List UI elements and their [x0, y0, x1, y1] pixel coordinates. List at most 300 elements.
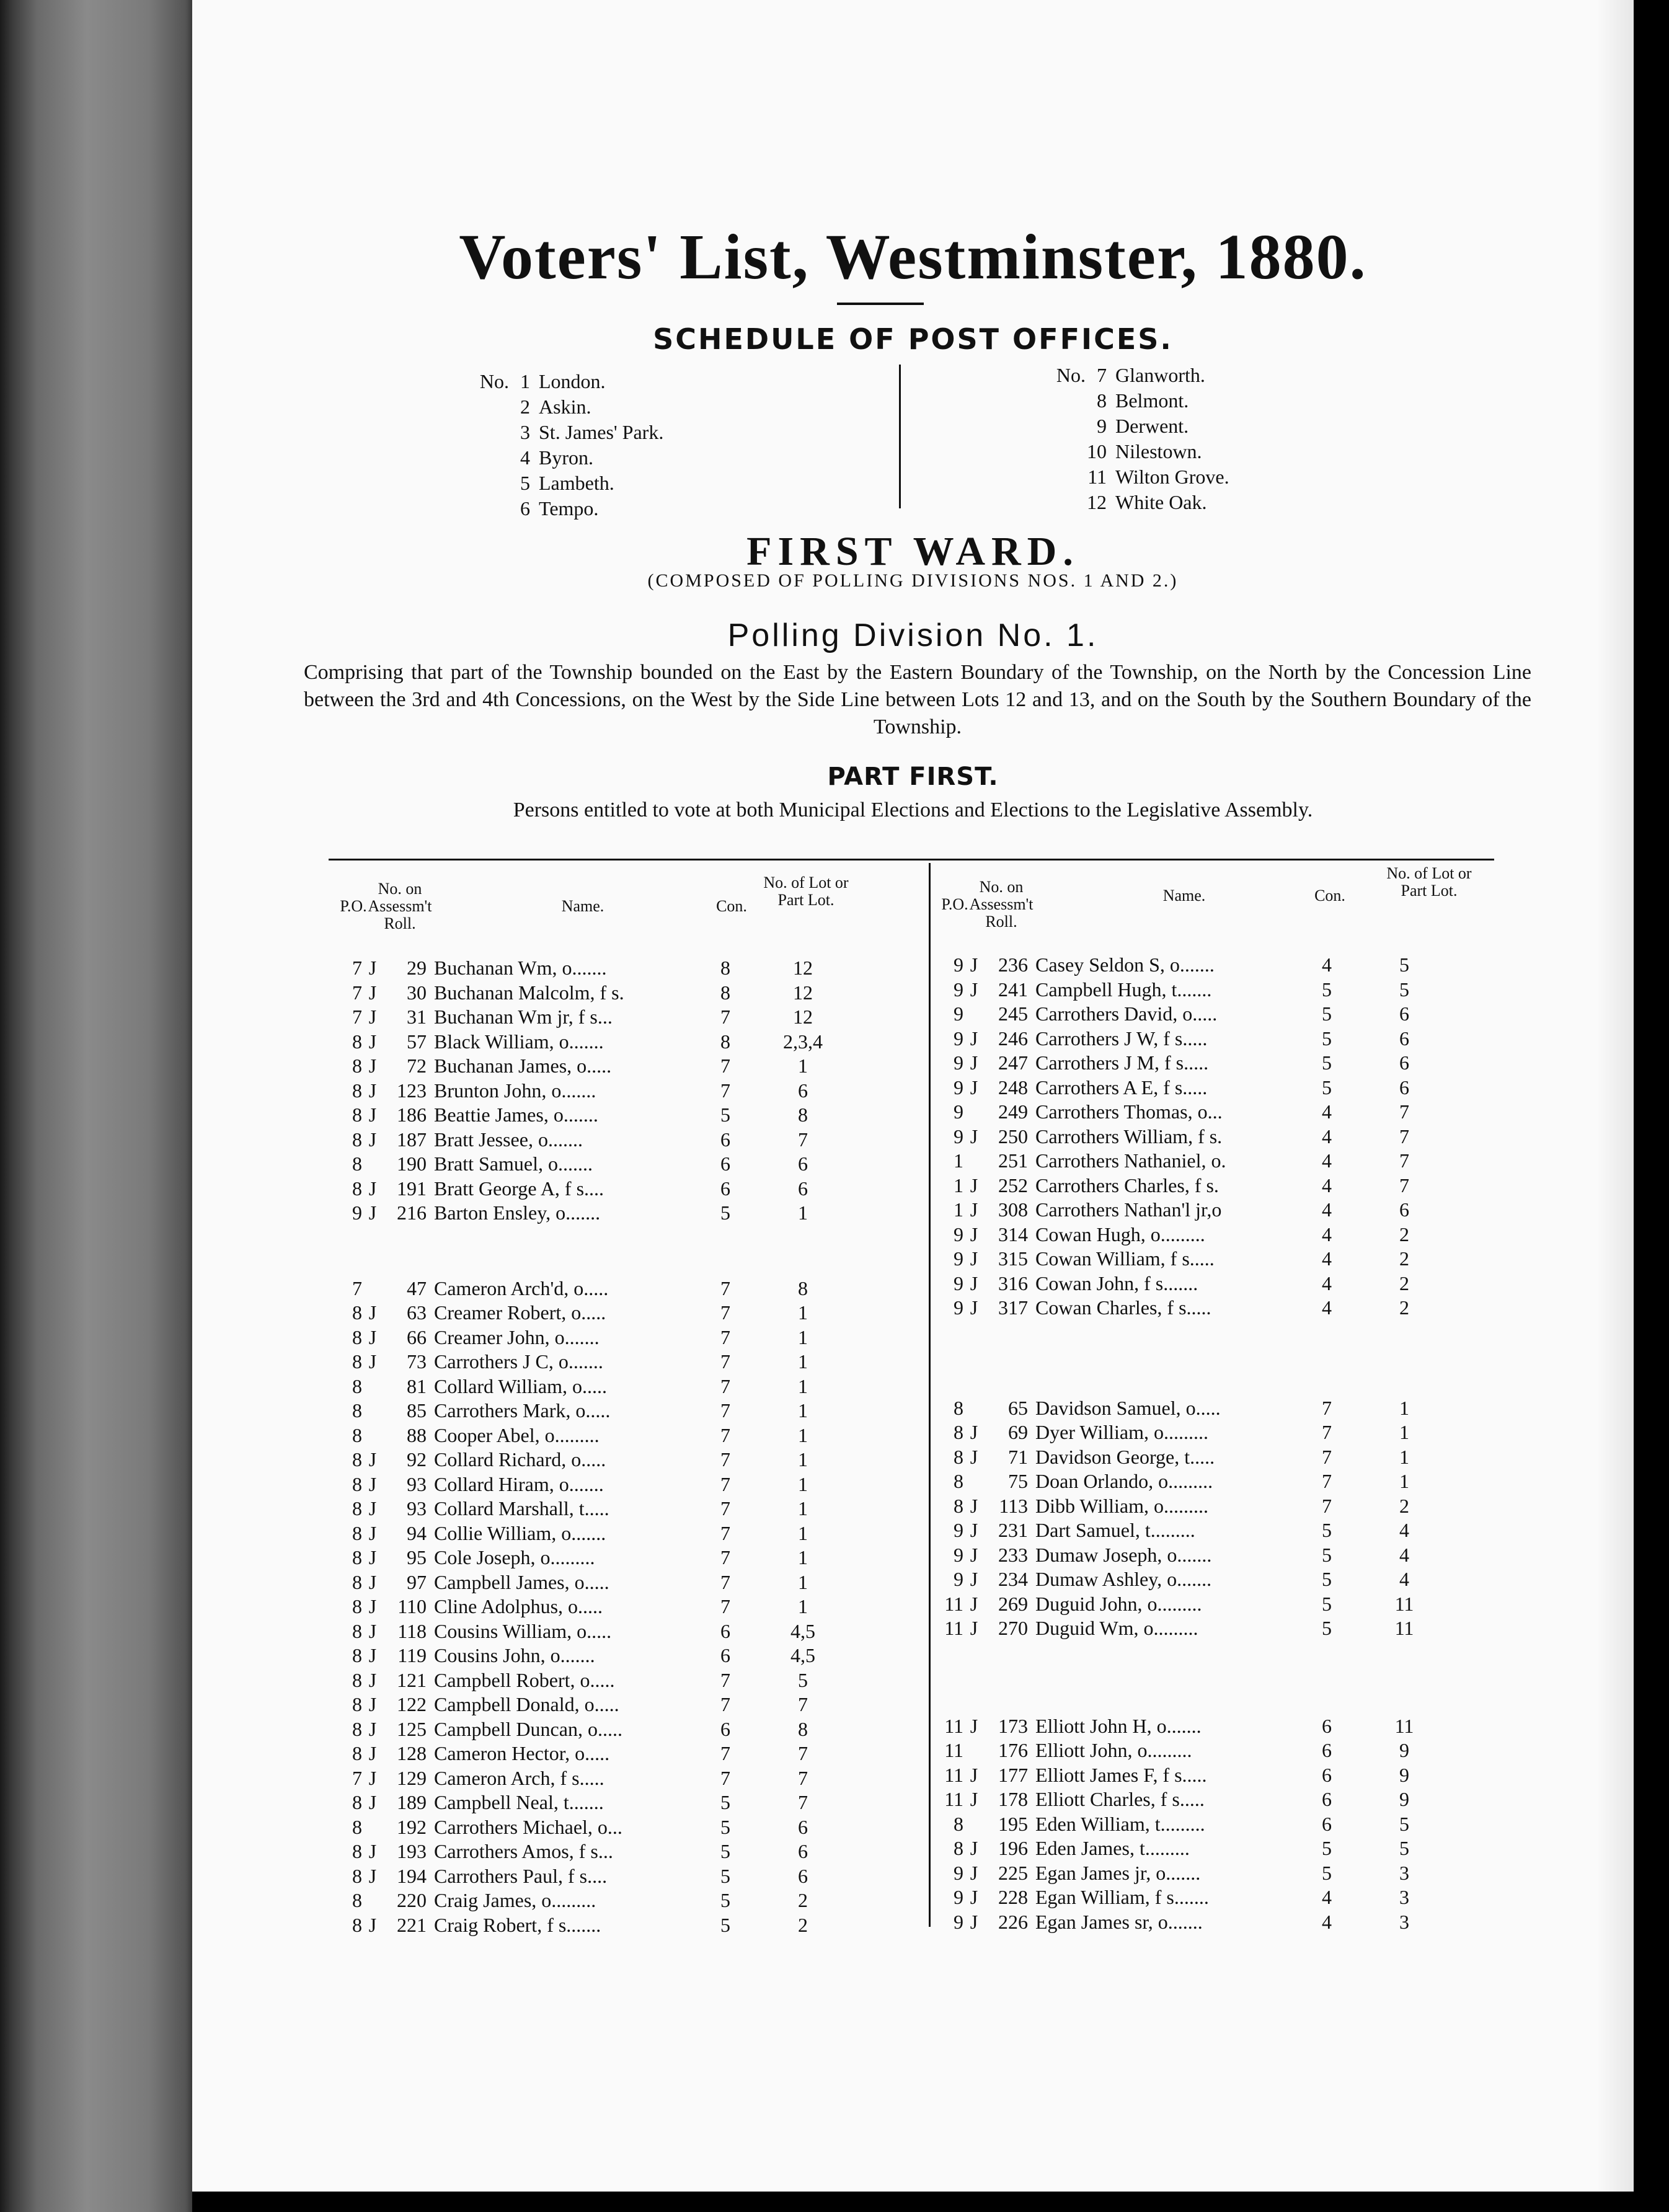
post-office-cell: 8 [352, 1595, 362, 1617]
voter-row [936, 1296, 1482, 1321]
voter-name-cell: Cowan Hugh, o......... [1035, 1223, 1205, 1245]
post-office-cell: 8 [352, 1742, 362, 1764]
voter-row [936, 978, 1482, 1002]
post-office-num-value: 9 [1097, 415, 1107, 437]
concession-cell: 5 [1322, 978, 1332, 1001]
ward-subtitle: (COMPOSED OF POLLING DIVISIONS NOS. 1 AND 2.) [647, 570, 1179, 591]
voter-name-cell: Cameron Arch'd, o..... [434, 1276, 609, 1299]
header-name: Name. [1162, 887, 1206, 905]
voter-row [936, 1051, 1482, 1076]
group-gap [936, 1641, 1482, 1714]
polling-division-title: Polling Division No. 1. [727, 617, 1099, 653]
voter-row [936, 1149, 1482, 1174]
concession-cell: 6 [1322, 1812, 1332, 1835]
post-office-cell: 8 [352, 1619, 362, 1642]
voter-name-cell: Carrothers J C, o....... [434, 1350, 603, 1373]
lot-cell: 1 [798, 1472, 808, 1495]
post-office-cell: 8 [954, 1837, 963, 1859]
voter-row [936, 1027, 1482, 1051]
juror-cell: J [368, 1301, 377, 1324]
header-roll: No. on Assessm't Roll. [368, 880, 432, 932]
lot-cell: 1 [798, 1325, 808, 1348]
juror-cell: J [368, 1448, 377, 1471]
roll-number-cell: 69 [1008, 1421, 1028, 1443]
post-office-cell: 1 [954, 1174, 963, 1197]
juror-cell: J [368, 1079, 377, 1102]
voter-row [335, 1177, 880, 1201]
juror-cell: J [368, 1644, 377, 1666]
post-office-cell: 7 [352, 1006, 362, 1028]
roll-number-cell: 250 [998, 1125, 1028, 1148]
concession-cell: 5 [720, 1815, 730, 1838]
voter-name-cell: Cowan John, f s....... [1035, 1272, 1198, 1294]
roll-number-cell: 191 [397, 1177, 427, 1200]
post-office-name: Lambeth. [539, 472, 614, 494]
roll-number-cell: 93 [407, 1497, 427, 1520]
roll-number-cell: 308 [998, 1198, 1028, 1221]
roll-number-cell: 317 [998, 1296, 1028, 1319]
concession-cell: 5 [1322, 1027, 1332, 1050]
post-office-item [1045, 388, 1229, 414]
post-office-cell: 9 [954, 1272, 963, 1294]
post-office-cell: 8 [352, 1717, 362, 1740]
lot-cell: 6 [1399, 1002, 1409, 1025]
voter-row [335, 1399, 880, 1423]
post-office-name: Wilton Grove. [1115, 466, 1229, 488]
lot-cell: 1 [798, 1570, 808, 1593]
roll-number-cell: 97 [407, 1570, 427, 1593]
lot-cell: 1 [798, 1055, 808, 1077]
voter-name-cell: Carrothers Thomas, o... [1035, 1100, 1223, 1123]
lot-cell: 1 [798, 1521, 808, 1544]
post-office-name: Glanworth. [1115, 364, 1205, 386]
lot-cell: 1 [1399, 1445, 1409, 1468]
roll-number-cell: 228 [998, 1886, 1028, 1908]
post-office-number [468, 471, 539, 496]
concession-cell: 5 [1322, 1861, 1332, 1884]
roll-number-cell: 249 [998, 1100, 1028, 1123]
lot-cell: 1 [798, 1301, 808, 1324]
voter-name-cell: Carrothers J W, f s..... [1035, 1027, 1208, 1050]
juror-cell: J [368, 1472, 377, 1495]
concession-cell: 7 [1322, 1494, 1332, 1517]
lot-cell: 6 [1399, 1076, 1409, 1099]
roll-number-cell: 88 [407, 1423, 427, 1446]
post-office-number [1045, 464, 1115, 490]
voter-name-cell: Cooper Abel, o......... [434, 1423, 600, 1446]
voter-row [936, 953, 1482, 978]
juror-cell: J [970, 953, 978, 976]
lot-cell: 7 [1399, 1125, 1409, 1148]
voter-row [335, 1030, 880, 1055]
voter-column-left [335, 868, 880, 1937]
juror-cell: J [970, 1568, 978, 1590]
voter-row [335, 1472, 880, 1497]
post-office-cell: 8 [352, 1570, 362, 1593]
voter-row [936, 1198, 1482, 1223]
lot-cell: 6 [798, 1815, 808, 1838]
post-office-cell: 7 [352, 981, 362, 1004]
post-office-cell: 11 [944, 1617, 963, 1639]
roll-number-cell: 233 [998, 1543, 1028, 1566]
juror-cell: J [970, 1125, 978, 1148]
roll-number-cell: 73 [407, 1350, 427, 1373]
roll-number-cell: 177 [998, 1763, 1028, 1786]
voter-name-cell: Elliott Charles, f s..... [1035, 1788, 1205, 1810]
voter-row [335, 1374, 880, 1399]
juror-cell: J [368, 1766, 377, 1789]
post-office-cell: 8 [352, 1030, 362, 1053]
voter-name-cell: Carrothers David, o..... [1035, 1002, 1218, 1025]
voter-row [936, 1272, 1482, 1296]
juror-cell [362, 1399, 383, 1423]
voter-name-cell: Collard Richard, o..... [434, 1448, 606, 1471]
lot-cell: 12 [793, 1006, 813, 1028]
header-lot: No. of Lot or Part Lot. [1386, 864, 1472, 900]
concession-cell: 5 [720, 1864, 730, 1887]
lot-cell: 6 [1399, 1051, 1409, 1074]
post-office-cell: 8 [352, 1374, 362, 1397]
post-office-cell: 8 [352, 1423, 362, 1446]
lot-cell: 8 [798, 1276, 808, 1299]
post-office-item [468, 471, 663, 496]
lot-cell: 11 [1394, 1592, 1414, 1615]
juror-cell: J [970, 1714, 978, 1737]
concession-cell: 7 [720, 1570, 730, 1593]
post-office-cell: 8 [352, 1546, 362, 1568]
lot-cell: 6 [798, 1864, 808, 1887]
post-office-cell: 8 [352, 1350, 362, 1373]
roll-number-cell: 173 [998, 1714, 1028, 1737]
lot-cell: 2 [1399, 1296, 1409, 1319]
voter-name-cell: Campbell Hugh, t....... [1035, 978, 1212, 1001]
roll-number-cell: 118 [397, 1619, 427, 1642]
voter-name-cell: Beattie James, o....... [434, 1104, 598, 1126]
post-office-cell: 9 [352, 1201, 362, 1224]
voter-row [335, 956, 880, 981]
voter-row [936, 1518, 1482, 1543]
roll-number-cell: 189 [397, 1791, 427, 1813]
voter-name-cell: Cousins John, o....... [434, 1644, 595, 1666]
juror-cell: J [368, 1742, 377, 1764]
post-office-cell: 8 [954, 1470, 963, 1492]
voter-name-cell: Buchanan Malcolm, f s. [434, 981, 624, 1004]
voter-row [335, 1325, 880, 1350]
roll-number-cell: 186 [397, 1104, 427, 1126]
lot-cell: 4 [1399, 1568, 1409, 1590]
juror-cell: J [970, 1494, 978, 1517]
voter-row [936, 1592, 1482, 1617]
voter-row [335, 1619, 880, 1644]
concession-cell: 8 [720, 957, 730, 979]
roll-number-cell: 176 [998, 1739, 1028, 1761]
voter-name-cell: Buchanan Wm, o....... [434, 957, 607, 979]
juror-cell: J [970, 1519, 978, 1541]
post-office-number [468, 394, 539, 420]
voter-row [936, 1100, 1482, 1125]
post-office-name: Nilestown. [1115, 440, 1202, 462]
voter-row [936, 1445, 1482, 1470]
roll-number-cell: 316 [998, 1272, 1028, 1294]
lot-cell: 5 [1399, 1837, 1409, 1859]
lot-cell: 1 [1399, 1421, 1409, 1443]
post-office-name: Belmont. [1115, 389, 1189, 412]
lot-cell: 8 [798, 1717, 808, 1740]
group-gap [335, 1226, 880, 1276]
roll-number-cell: 66 [407, 1325, 427, 1348]
roll-number-cell: 110 [397, 1595, 427, 1617]
concession-cell: 7 [720, 1325, 730, 1348]
post-office-cell: 7 [352, 1766, 362, 1789]
post-office-item [1045, 414, 1229, 439]
post-office-cell: 8 [352, 1128, 362, 1151]
voter-name-cell: Dumaw Ashley, o....... [1035, 1568, 1212, 1590]
roll-number-cell: 231 [998, 1519, 1028, 1541]
post-office-list-right [1045, 363, 1229, 515]
voter-row [936, 1076, 1482, 1100]
voter-row [335, 1692, 880, 1717]
voter-row [936, 1738, 1482, 1763]
juror-cell: J [368, 1177, 377, 1200]
concession-cell: 6 [720, 1644, 730, 1666]
roll-number-cell: 246 [998, 1027, 1028, 1050]
voter-name-cell: Egan William, f s....... [1035, 1886, 1209, 1908]
lot-cell: 8 [798, 1104, 808, 1126]
lot-cell: 9 [1399, 1788, 1409, 1810]
juror-cell [963, 1812, 985, 1837]
post-office-item [1045, 490, 1229, 515]
voter-name-cell: Duguid Wm, o......... [1035, 1617, 1198, 1639]
lot-cell: 6 [1399, 1198, 1409, 1221]
roll-number-cell: 178 [998, 1788, 1028, 1810]
post-office-cell: 7 [352, 1276, 362, 1299]
header-po: P.O. [340, 897, 367, 915]
voter-row [335, 981, 880, 1006]
concession-cell: 6 [720, 1717, 730, 1740]
page-title: Voters' List, Westminster, 1880. [459, 221, 1367, 293]
voter-row [335, 1521, 880, 1546]
lot-cell: 1 [798, 1423, 808, 1446]
post-office-cell: 8 [352, 1668, 362, 1691]
juror-cell: J [368, 1693, 377, 1715]
lot-cell: 4,5 [790, 1619, 815, 1642]
concession-cell: 7 [720, 1742, 730, 1764]
post-office-name: Derwent. [1115, 415, 1189, 437]
lot-cell: 3 [1399, 1910, 1409, 1933]
roll-number-cell: 121 [397, 1668, 427, 1691]
juror-cell: J [368, 1840, 377, 1862]
lot-cell: 6 [798, 1840, 808, 1862]
post-office-num-value: 2 [520, 396, 530, 418]
roll-number-cell: 196 [998, 1837, 1028, 1859]
lot-cell: 6 [798, 1079, 808, 1102]
roll-number-cell: 128 [397, 1742, 427, 1764]
lot-cell: 1 [798, 1546, 808, 1568]
lot-cell: 5 [1399, 953, 1409, 976]
post-office-cell: 9 [954, 1223, 963, 1245]
post-office-cell: 8 [352, 1889, 362, 1911]
post-office-cell: 8 [352, 1472, 362, 1495]
concession-cell: 7 [720, 1374, 730, 1397]
post-office-cell: 8 [954, 1445, 963, 1468]
voter-name-cell: Cole Joseph, o......... [434, 1546, 595, 1568]
voter-name-cell: Campbell Robert, o..... [434, 1668, 615, 1691]
roll-number-cell: 251 [998, 1149, 1028, 1172]
voter-row [335, 1448, 880, 1472]
voter-name-cell: Craig Robert, f s....... [434, 1913, 601, 1936]
voter-name-cell: Collard Marshall, t..... [434, 1497, 609, 1520]
roll-number-cell: 47 [407, 1276, 427, 1299]
post-office-number [1045, 439, 1115, 464]
juror-cell: J [368, 1521, 377, 1544]
concession-cell: 5 [1322, 1519, 1332, 1541]
voter-row [335, 1301, 880, 1325]
lot-cell: 5 [1399, 978, 1409, 1001]
post-office-cell: 1 [954, 1198, 963, 1221]
voter-name-cell: Carrothers J M, f s..... [1035, 1051, 1209, 1074]
post-office-num-value: 4 [520, 446, 530, 469]
juror-cell: J [970, 1910, 978, 1933]
juror-cell [963, 1738, 985, 1763]
juror-cell: J [970, 1027, 978, 1050]
concession-cell: 5 [720, 1791, 730, 1813]
lot-cell: 1 [798, 1595, 808, 1617]
juror-cell [362, 1423, 383, 1448]
voter-name-cell: Elliott John, o......... [1035, 1739, 1192, 1761]
lot-cell: 1 [798, 1399, 808, 1422]
concession-cell: 4 [1322, 1149, 1332, 1172]
lot-cell: 1 [798, 1448, 808, 1471]
roll-number-cell: 236 [998, 953, 1028, 976]
post-office-cell: 9 [954, 978, 963, 1001]
lot-cell: 9 [1399, 1739, 1409, 1761]
post-office-cell: 8 [352, 1693, 362, 1715]
concession-cell: 5 [720, 1913, 730, 1936]
juror-cell: J [970, 1051, 978, 1074]
post-office-cell: 9 [954, 1002, 963, 1025]
juror-cell: J [970, 1763, 978, 1786]
post-office-cell: 11 [944, 1592, 963, 1615]
voter-name-cell: Carrothers A E, f s..... [1035, 1076, 1208, 1099]
juror-cell: J [970, 1076, 978, 1099]
concession-cell: 5 [720, 1840, 730, 1862]
juror-cell: J [368, 1913, 377, 1936]
juror-cell: J [970, 1788, 978, 1810]
post-office-cell: 8 [954, 1396, 963, 1419]
voter-name-cell: Craig James, o......... [434, 1889, 596, 1911]
lot-cell: 2 [1399, 1272, 1409, 1294]
roll-number-cell: 65 [1008, 1396, 1028, 1419]
lot-cell: 1 [1399, 1396, 1409, 1419]
post-office-item [1045, 363, 1229, 388]
roll-number-cell: 92 [407, 1448, 427, 1471]
post-office-cell: 11 [944, 1739, 963, 1761]
voter-name-cell: Carrothers Mark, o..... [434, 1399, 611, 1422]
lot-cell: 12 [793, 981, 813, 1004]
concession-cell: 7 [720, 1766, 730, 1789]
voter-name-cell: Brunton John, o....... [434, 1079, 596, 1102]
post-office-prefix: No. [1056, 364, 1086, 386]
header-po: P.O. [941, 895, 968, 913]
roll-number-cell: 63 [407, 1301, 427, 1324]
lot-cell: 7 [798, 1742, 808, 1764]
part-subtitle: Persons entitled to vote at both Municipal Elections and Elections to the Legislative Assembly. [513, 799, 1313, 821]
post-office-cell: 9 [954, 1125, 963, 1148]
lot-cell: 7 [1399, 1174, 1409, 1197]
juror-cell [963, 1100, 985, 1125]
voter-row [936, 1763, 1482, 1788]
concession-cell: 7 [720, 1276, 730, 1299]
lot-cell: 7 [1399, 1100, 1409, 1123]
lot-cell: 1 [798, 1350, 808, 1373]
concession-cell: 7 [720, 1668, 730, 1691]
division-description: Comprising that part of the Township bounded on the East by the Eastern Boundary of the Township, on the North by the Concession Line between the 3rd and 4th Concessions, on the West by the Side Line between Lots 12 and 13, and on the South by the Southern Boundary of the Township. [304, 661, 1531, 738]
concession-cell: 4 [1322, 1247, 1332, 1270]
group-gap [936, 1321, 1482, 1396]
post-office-num-value: 11 [1087, 466, 1107, 488]
roll-number-cell: 248 [998, 1076, 1028, 1099]
concession-cell: 7 [720, 1693, 730, 1715]
concession-cell: 6 [720, 1152, 730, 1175]
post-office-cell: 9 [954, 1519, 963, 1541]
roll-number-cell: 270 [998, 1617, 1028, 1639]
voter-name-cell: Doan Orlando, o......... [1035, 1470, 1213, 1492]
roll-number-cell: 193 [397, 1840, 427, 1862]
post-office-cell: 8 [352, 1815, 362, 1838]
concession-cell: 4 [1322, 1910, 1332, 1933]
post-office-cell: 8 [352, 1325, 362, 1348]
post-office-item [468, 394, 663, 420]
voter-name-cell: Cline Adolphus, o..... [434, 1595, 603, 1617]
voter-name-cell: Dyer William, o......... [1035, 1421, 1208, 1443]
lot-cell: 5 [798, 1668, 808, 1691]
juror-cell: J [368, 1006, 377, 1028]
voter-row [936, 1223, 1482, 1247]
juror-cell: J [970, 1198, 978, 1221]
post-office-item [1045, 439, 1229, 464]
voter-name-cell: Cameron Hector, o..... [434, 1742, 610, 1764]
post-office-number [1045, 490, 1115, 515]
voter-row [335, 1668, 880, 1693]
voter-row [335, 1103, 880, 1128]
lot-cell: 3 [1399, 1886, 1409, 1908]
voter-row [335, 1644, 880, 1668]
voter-name-cell: Barton Ensley, o....... [434, 1201, 601, 1224]
juror-cell: J [368, 1546, 377, 1568]
post-office-cell: 8 [352, 1104, 362, 1126]
juror-cell: J [970, 1174, 978, 1197]
juror-cell: J [368, 1201, 377, 1224]
juror-cell: J [368, 981, 377, 1004]
roll-number-cell: 123 [397, 1079, 427, 1102]
post-office-item [468, 496, 663, 521]
juror-cell: J [368, 1030, 377, 1053]
concession-cell: 5 [720, 1889, 730, 1911]
juror-cell: J [970, 1421, 978, 1443]
concession-cell: 7 [720, 1006, 730, 1028]
juror-cell [963, 1396, 985, 1421]
post-office-cell: 8 [352, 1644, 362, 1666]
post-office-item [1045, 464, 1229, 490]
juror-cell: J [970, 1837, 978, 1859]
post-office-cell: 8 [954, 1421, 963, 1443]
post-office-cell: 9 [954, 1861, 963, 1884]
roll-number-cell: 81 [407, 1374, 427, 1397]
table-header [936, 865, 1482, 953]
post-office-cell: 9 [954, 1543, 963, 1566]
juror-cell: J [368, 1570, 377, 1593]
lot-cell: 7 [798, 1766, 808, 1789]
